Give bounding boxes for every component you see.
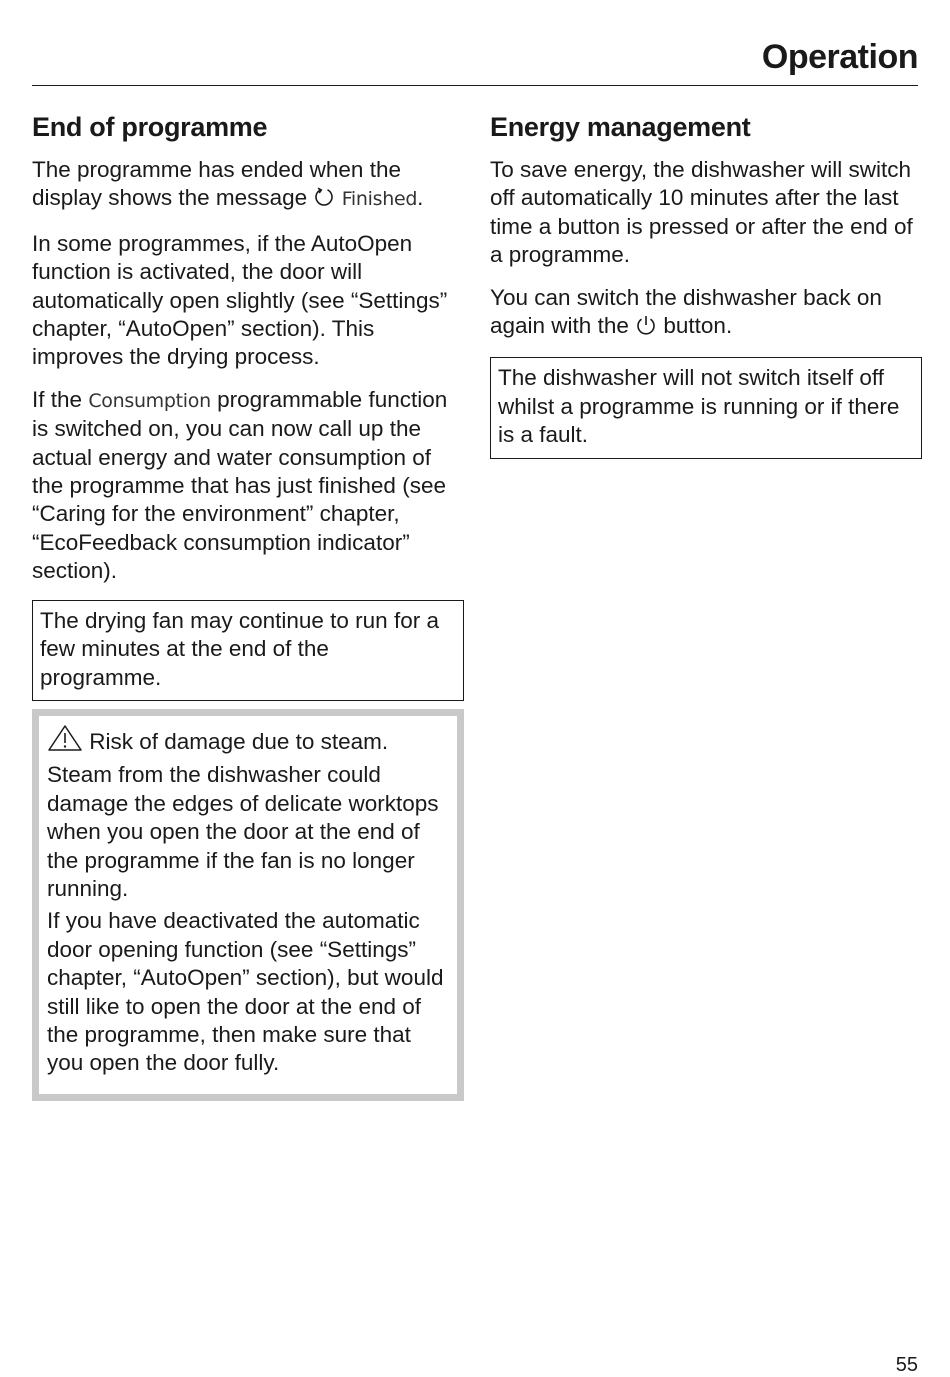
warning-paragraph-door: If you have deactivated the automatic door opening function (see “Settings” chapter, “AutoOpen” section), but would still like to open the door at the end of the programme, then make sure that you open the door fully.	[47, 908, 444, 1076]
paragraph-consumption	[32, 386, 464, 586]
paragraph-programme-ended	[32, 156, 464, 216]
text: If the	[32, 386, 83, 412]
heading-end-of-programme: End of programme	[32, 112, 268, 142]
paragraph-autoopen: In some programmes, if the AutoOpen function is activated, the door will automatically open slightly (see “Settings” chapter, “AutoOpen” section). This improves the drying process.	[32, 230, 448, 370]
text: button.	[663, 313, 733, 339]
power-icon	[635, 314, 657, 343]
display-message-finished: Finished	[341, 188, 418, 211]
programme-finished-icon	[313, 186, 335, 215]
paragraph-switch-back-on	[490, 284, 922, 344]
warning-title: Risk of damage due to steam.	[89, 728, 389, 754]
paragraph-energy-save: To save energy, the dishwasher will switch off automatically 10 minutes after the last time a button is pressed or after the end of a programme.	[490, 157, 913, 268]
page-number: 55	[895, 1354, 918, 1376]
warning-triangle-icon	[47, 724, 83, 759]
warning-heading	[47, 724, 449, 759]
note-no-switch-off: The dishwasher will not switch itself off whilst a programme is running or if there is a fault.	[490, 357, 922, 458]
text: You can switch the dishwasher back on again with the	[490, 284, 882, 339]
text: .	[417, 185, 424, 211]
header-divider	[32, 85, 918, 86]
display-message-consumption: Consumption	[88, 389, 211, 412]
text: The programme has ended when the display shows the message	[32, 157, 401, 211]
heading-energy-management: Energy management	[490, 112, 751, 142]
warning-paragraph-steam: Steam from the dishwasher could damage the edges of delicate worktops when you open the door at the end of the programme if the fan is no longer running.	[47, 762, 439, 901]
warning-box-steam	[32, 709, 464, 1101]
left-column	[32, 108, 464, 1101]
text: programmable function is switched on, you can now call up the actual energy and water consumption of the programme that has just finished (see “Caring for the environment” chapter, “EcoFeedback consumption indicator” section).	[32, 386, 448, 584]
section-title: Operation	[761, 38, 918, 76]
right-column	[490, 108, 922, 467]
note-drying-fan: The drying fan may continue to run for a few minutes at the end of the programme.	[32, 600, 464, 701]
